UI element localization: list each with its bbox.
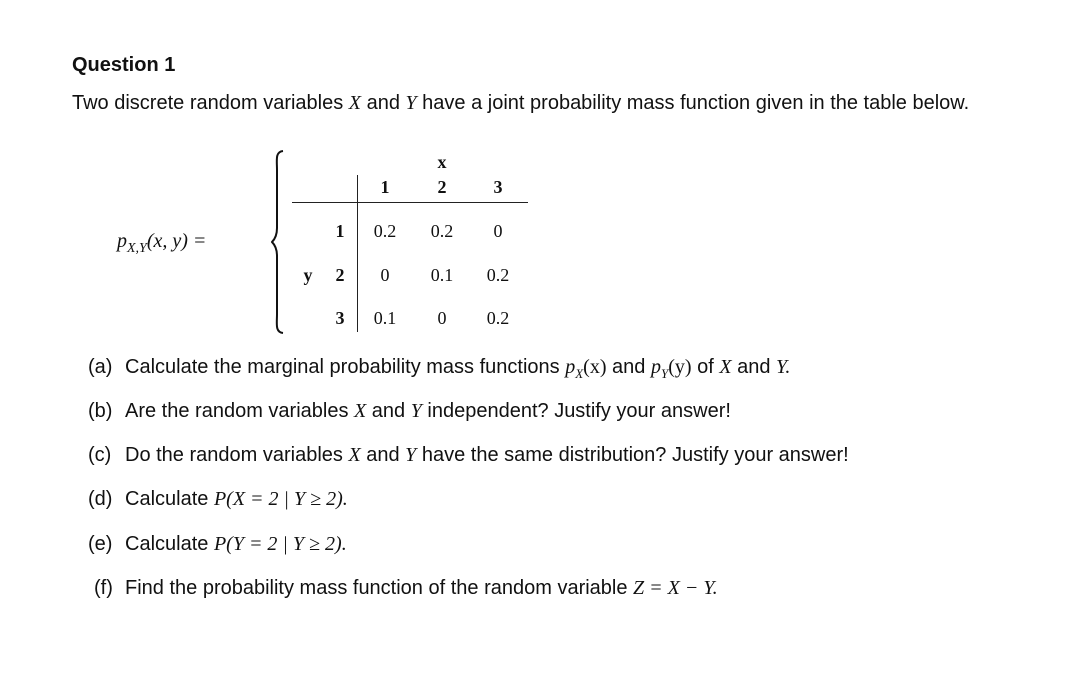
intro-var-x: X xyxy=(348,92,362,114)
question-intro xyxy=(72,90,1032,117)
intro-text-2: have a joint probability mass function given in the table below. xyxy=(416,92,970,114)
table-y-header: 1 xyxy=(335,221,345,241)
table-x-header: 1 xyxy=(380,177,390,197)
table-cell: 0 xyxy=(437,308,447,328)
pmf-p: p xyxy=(117,230,127,252)
part-math: p xyxy=(650,356,661,378)
table-x-header: 3 xyxy=(493,177,503,197)
table-y-label: y xyxy=(303,265,313,285)
part-label: (c) xyxy=(88,444,112,466)
intro-and: and xyxy=(361,92,406,114)
table-cell: 0.1 xyxy=(373,308,397,328)
part-text: Calculate xyxy=(125,488,214,510)
intro-var-y: Y xyxy=(405,92,417,114)
part-text: Calculate the marginal probability mass functions xyxy=(125,356,566,378)
part-math: X xyxy=(575,366,584,381)
part-d xyxy=(88,488,348,511)
part-text: of xyxy=(691,356,720,378)
part-math: Z = X − Y. xyxy=(633,577,718,599)
part-text: Calculate xyxy=(125,533,214,555)
part-text: and xyxy=(731,356,777,378)
table-cell: 0 xyxy=(380,265,390,285)
part-text: independent? Justify your answer! xyxy=(421,400,731,422)
intro-text-1: Two discrete random variables xyxy=(72,92,349,114)
part-e xyxy=(88,533,347,556)
part-math: (X = 2 | Y ≥ 2). xyxy=(226,488,348,510)
part-math: P xyxy=(213,533,227,555)
part-label: (a) xyxy=(88,356,113,378)
table-cell: 0.2 xyxy=(486,265,510,285)
part-text: and xyxy=(360,444,406,466)
part-text: Do the random variables xyxy=(125,444,349,466)
part-text: . xyxy=(785,356,791,378)
part-math: Y xyxy=(405,444,417,466)
pmf-subscript: X,Y xyxy=(127,241,147,256)
part-text: and xyxy=(606,356,651,378)
part-math: (y) xyxy=(668,356,692,378)
part-label: (e) xyxy=(88,533,113,555)
part-text: and xyxy=(366,400,411,422)
part-math: (Y = 2 | Y ≥ 2). xyxy=(226,533,347,555)
question-title: Question 1 xyxy=(72,54,176,76)
part-math: X xyxy=(348,444,361,466)
table-header-rule xyxy=(292,202,528,203)
part-math: Y xyxy=(660,366,669,381)
part-a xyxy=(88,356,790,382)
part-math: Y xyxy=(776,356,786,378)
table-cell: 0.2 xyxy=(430,221,454,241)
pmf-label xyxy=(117,230,206,257)
part-f xyxy=(88,577,718,600)
part-math: p xyxy=(565,356,576,378)
part-text: Are the random variables xyxy=(125,400,355,422)
table-x-header: 2 xyxy=(437,177,447,197)
table-cell: 0.2 xyxy=(373,221,397,241)
part-math: X xyxy=(719,356,732,378)
table-cell: 0 xyxy=(493,221,503,241)
left-brace-icon xyxy=(271,150,287,334)
part-text: Find the probability mass function of the random variable xyxy=(125,577,634,599)
part-label: (f) xyxy=(94,577,113,599)
table-cell: 0.1 xyxy=(430,265,454,285)
table-y-header: 3 xyxy=(335,308,345,328)
part-math: (x) xyxy=(583,356,607,378)
part-math: Y xyxy=(410,400,422,422)
part-label: (b) xyxy=(88,400,113,422)
part-label: (d) xyxy=(88,488,113,510)
table-y-header: 2 xyxy=(335,265,345,285)
table-x-label: x xyxy=(437,152,447,172)
part-c xyxy=(88,444,849,467)
part-b xyxy=(88,400,731,423)
part-math: P xyxy=(213,488,227,510)
table-cell: 0.2 xyxy=(486,308,510,328)
part-text: have the same distribution? Justify your answer! xyxy=(416,444,849,466)
pmf-args: (x, y) = xyxy=(146,230,207,252)
part-math: X xyxy=(354,400,367,422)
